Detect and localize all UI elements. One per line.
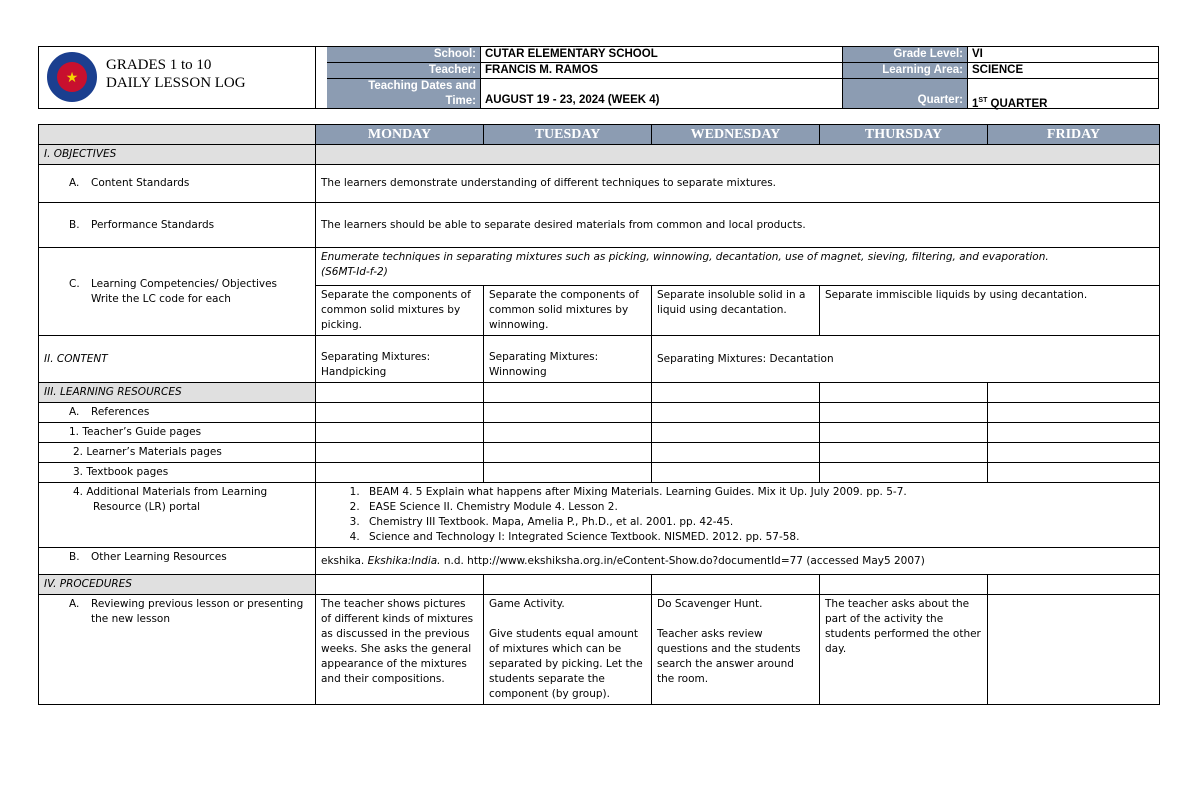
day-wednesday: WEDNESDAY <box>652 125 820 145</box>
log-title-line2: DAILY LESSON LOG <box>106 75 246 91</box>
quarter-word: QUARTER <box>987 97 1048 110</box>
objectives-section-row <box>39 145 1160 165</box>
reviewing-label <box>39 595 316 705</box>
other-resources-title: Ekshika:India. <box>367 554 441 567</box>
reviewing-row <box>39 595 1160 705</box>
teacher-label: Teacher: <box>327 63 481 79</box>
reviewing-wednesday-title: Do Scavenger Hunt. <box>657 598 763 610</box>
performance-standards-letter: B. <box>69 218 80 231</box>
content-title: II. CONTENT <box>39 336 316 383</box>
other-resources-label <box>39 548 316 575</box>
days-header-corner <box>39 125 316 145</box>
content-standards-label <box>39 165 316 203</box>
other-resources-text: Other Learning Resources <box>91 551 227 563</box>
performance-standards-row <box>39 203 1160 248</box>
teaching-dates-label-line2: Time: <box>445 95 476 107</box>
day-thursday: THURSDAY <box>820 125 988 145</box>
reviewing-wednesday <box>652 595 820 705</box>
teaching-dates-value: AUGUST 19 - 23, 2024 (WEEK 4) <box>481 79 843 108</box>
teacher-value: FRANCIS M. RAMOS <box>481 63 843 79</box>
content-standards-row <box>39 165 1160 203</box>
reviewing-tuesday <box>484 595 652 705</box>
quarter-superscript: ST <box>978 97 988 104</box>
log-title-line1: GRADES 1 to 10 <box>106 57 212 73</box>
reviewing-monday: The teacher shows pictures of different kinds of mixtures as discussed in the previous weeks. She asks the general appearance of the mixtures and their compositions. <box>316 595 484 705</box>
additional-materials-line1: 4. Additional Materials from Learning <box>73 486 268 498</box>
content-wednesday: Separating Mixtures: Decantation <box>652 336 1160 383</box>
other-resources-author: ekshika. <box>321 554 368 567</box>
material-item: 2. EASE Science II. Chemistry Module 4. Lesson 2. <box>363 500 1154 515</box>
resources-section-row <box>39 383 1160 403</box>
reviewing-label-line1: Reviewing previous lesson or presenting <box>91 598 304 610</box>
learning-area-label: Learning Area: <box>843 63 968 79</box>
school-label: School: <box>327 47 481 63</box>
reviewing-label-line2: the new lesson <box>91 613 171 625</box>
content-monday: Separating Mixtures: Handpicking <box>316 336 484 383</box>
quarter-value <box>968 79 1158 108</box>
procedures-title: IV. PROCEDURES <box>39 575 316 595</box>
competency-monday: Separate the components of common solid mixtures by picking. <box>316 286 484 336</box>
content-standards-text: Content Standards <box>91 177 190 189</box>
competency-tuesday: Separate the components of common solid mixtures by winnowing. <box>484 286 652 336</box>
grade-level-value: VI <box>968 47 1158 63</box>
additional-materials-list <box>316 483 1160 548</box>
resources-title: III. LEARNING RESOURCES <box>39 383 316 403</box>
other-resources-row <box>39 548 1160 575</box>
performance-standards-text: Performance Standards <box>91 218 215 231</box>
reviewing-friday <box>988 595 1160 705</box>
deped-seal-icon: ★ <box>47 52 97 102</box>
performance-standards-value: The learners should be able to separate desired materials from common and local products. <box>316 203 1160 248</box>
references-row <box>39 403 1160 423</box>
teachers-guide-label: 1. Teacher’s Guide pages <box>39 423 316 443</box>
learners-materials-row <box>39 443 1160 463</box>
reviewing-letter: A. <box>69 598 80 610</box>
competencies-text: Enumerate techniques in separating mixtures such as picking, winnowing, decantation, use of magnet, sieving, filtering, and evaporation. <box>321 251 1049 263</box>
procedures-section-row <box>39 575 1160 595</box>
textbook-label: 3. Textbook pages <box>39 463 316 483</box>
lesson-log-table <box>38 124 1160 705</box>
school-value: CUTAR ELEMENTARY SCHOOL <box>481 47 843 63</box>
quarter-number: 1 <box>972 97 979 110</box>
competency-thursday-friday: Separate immiscible liquids by using decantation. <box>820 286 1160 336</box>
teaching-dates-label <box>327 79 481 108</box>
days-header-row <box>39 125 1160 145</box>
reviewing-wednesday-text: Teacher asks review questions and the students search the answer around the room. <box>657 628 801 685</box>
content-standards-value: The learners demonstrate understanding of different techniques to separate mixtures. <box>316 165 1160 203</box>
day-friday: FRIDAY <box>988 125 1160 145</box>
competencies-label-line2: Write the LC code for each <box>91 292 231 305</box>
other-resources-letter: B. <box>69 551 80 563</box>
reviewing-tuesday-text: Give students equal amount of mixtures which can be separated by picking. Let the students separate the component (by group). <box>489 628 643 700</box>
competency-wednesday: Separate insoluble solid in a liquid using decantation. <box>652 286 820 336</box>
textbook-row <box>39 463 1160 483</box>
header-block <box>38 46 1159 109</box>
material-item: 4. Science and Technology I: Integrated Science Textbook. NISMED. 2012. pp. 57-58. <box>363 530 1154 545</box>
content-standards-letter: A. <box>69 177 80 189</box>
competencies-row <box>39 248 1160 286</box>
material-item: 1. BEAM 4. 5 Explain what happens after Mixing Materials. Learning Guides. Mix it Up. July 2009. pp. 5-7. <box>363 485 1154 500</box>
performance-standards-label <box>39 203 316 248</box>
learning-area-value: SCIENCE <box>968 63 1158 79</box>
other-resources-link: n.d. http://www.ekshiksha.org.in/eContent-Show.do?documentId=77 (accessed May5 2007) <box>440 554 925 567</box>
competencies-general <box>316 248 1160 286</box>
competencies-label <box>39 248 316 336</box>
additional-materials-label <box>39 483 316 548</box>
day-tuesday: TUESDAY <box>484 125 652 145</box>
material-item: 3. Chemistry III Textbook. Mapa, Amelia P., Ph.D., et al. 2001. pp. 42-45. <box>363 515 1154 530</box>
references-letter: A. <box>69 406 80 418</box>
teaching-dates-label-line1: Teaching Dates and <box>368 80 476 92</box>
content-tuesday: Separating Mixtures: Winnowing <box>484 336 652 383</box>
additional-materials-line2: Resource (LR) portal <box>93 501 201 513</box>
logo-cell <box>39 47 316 108</box>
reviewing-tuesday-title: Game Activity. <box>489 598 565 610</box>
competencies-letter: C. <box>69 277 80 290</box>
reviewing-thursday: The teacher asks about the part of the activity the students performed the other day. <box>820 595 988 705</box>
grade-level-label: Grade Level: <box>843 47 968 63</box>
learners-materials-label: 2. Learner’s Materials pages <box>39 443 316 463</box>
teachers-guide-row <box>39 423 1160 443</box>
additional-materials-row <box>39 483 1160 548</box>
quarter-label: Quarter: <box>843 79 968 108</box>
competencies-label-line1: Learning Competencies/ Objectives <box>91 277 278 290</box>
references-label <box>39 403 316 423</box>
content-row <box>39 336 1160 383</box>
competencies-code: (S6MT-Id-f-2) <box>321 266 388 278</box>
objectives-fill <box>316 145 1160 165</box>
references-text: References <box>91 406 150 418</box>
objectives-title: I. OBJECTIVES <box>39 145 316 165</box>
day-monday: MONDAY <box>316 125 484 145</box>
other-resources-value <box>316 548 1160 575</box>
